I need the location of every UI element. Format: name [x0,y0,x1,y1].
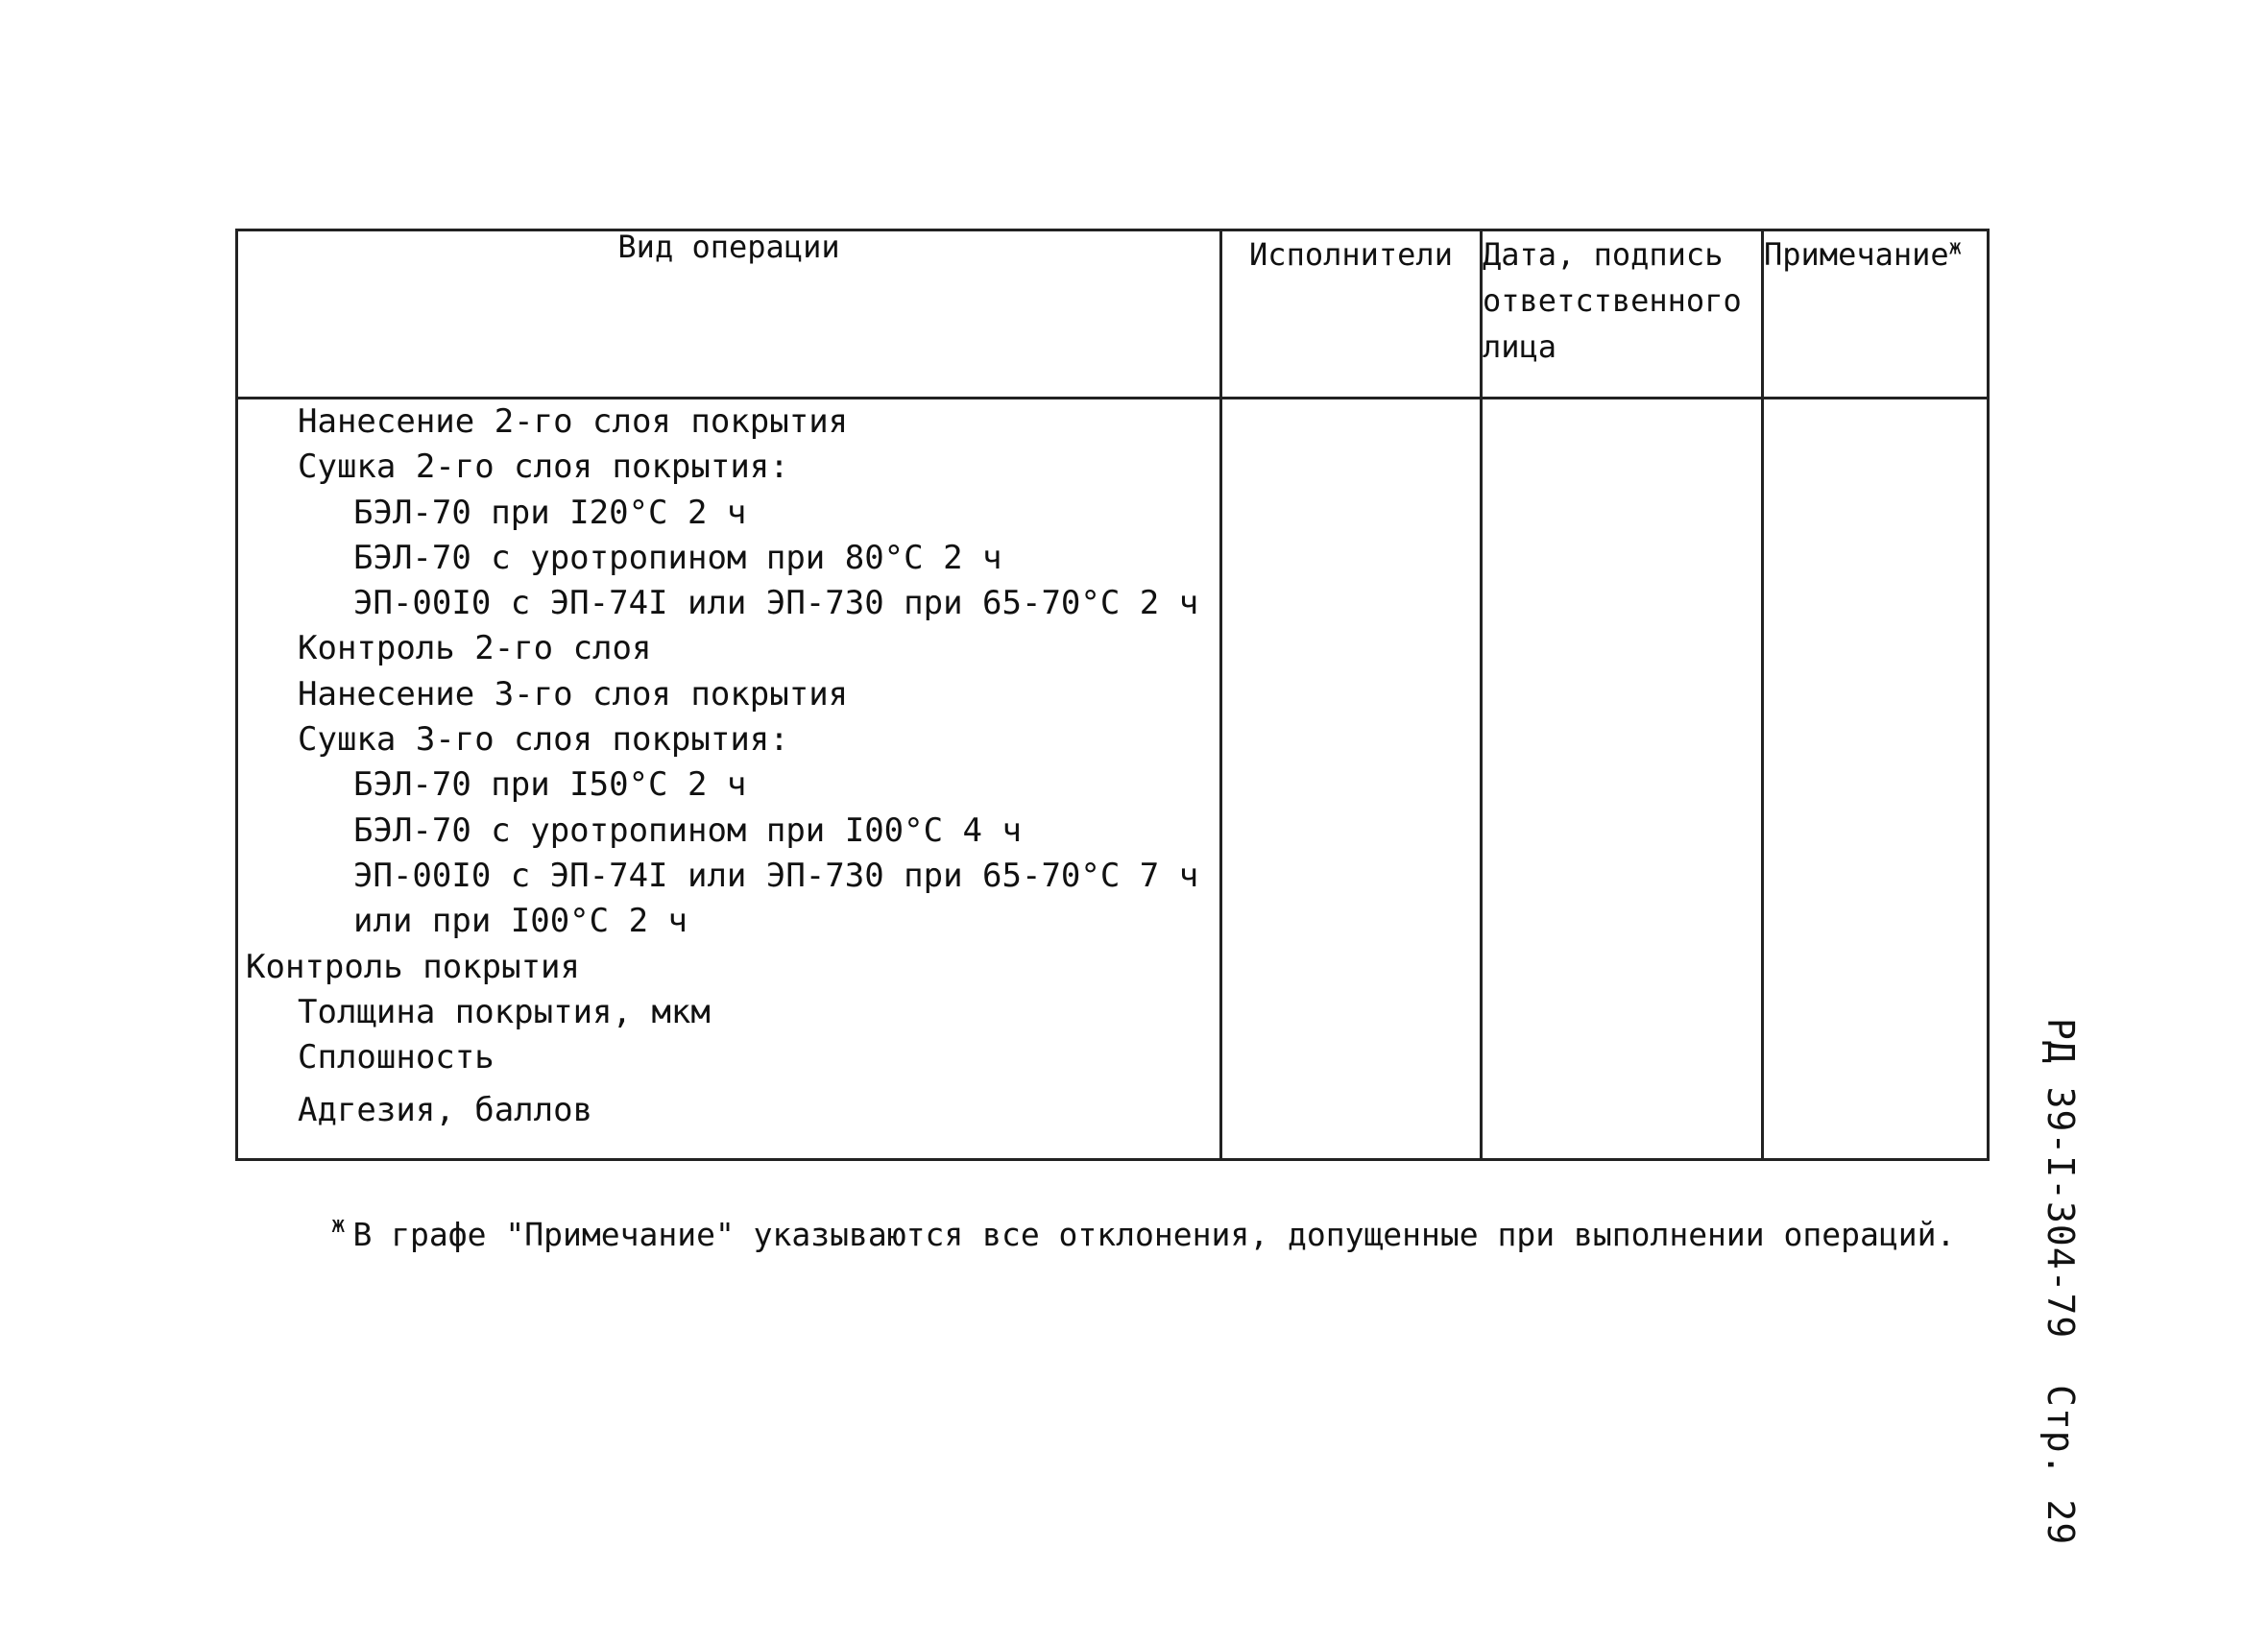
note-footnote-mark: ж [1948,235,1962,260]
operation-line: ЭП-00I0 с ЭП-74I или ЭП-730 при 65-70°С 2 ч [353,584,1199,623]
operation-line: ЭП-00I0 с ЭП-74I или ЭП-730 при 65-70°С 7 ч [353,856,1199,895]
operation-line: Нанесение 3-го слоя покрытия [298,674,849,714]
executors-header: Исполнители [1221,230,1482,399]
operations-table [235,229,1990,1161]
date-signature-header [1482,230,1763,399]
operation-line: или при I00°С 2 ч [353,902,688,941]
table-body-row [237,399,1989,1160]
footnote [331,1212,1955,1261]
operation-line: Сушка 2-го слоя покрытия: [298,448,789,487]
date-signature-cell [1482,399,1763,1160]
date-signature-header-line: Дата, подпись [1483,236,1724,273]
note-cell [1763,399,1989,1160]
operation-line: Контроль покрытия [246,947,580,986]
operation-line: Сплошность [298,1038,495,1077]
footnote-text: В графе "Примечание" указываются все отклонения, допущенные при выполнении операций. [352,1216,1956,1253]
date-signature-header-line: лица [1483,328,1557,365]
operation-line: Адгезия, баллов [298,1091,593,1130]
operation-line: БЭЛ-70 с уротропином при I00°С 4 ч [353,810,1022,850]
operation-header: Вид операции [237,230,1221,399]
executors-cell [1221,399,1482,1160]
footnote-mark: ж [331,1211,346,1238]
operation-line: БЭЛ-70 с уротропином при 80°С 2 ч [353,538,1002,577]
operations-cell [237,399,1221,1160]
operation-line: Контроль 2-го слоя [298,629,652,668]
operation-line: Толщина покрытия, мкм [298,992,711,1031]
table-header-row [237,230,1989,399]
date-signature-header-line: ответственного [1483,282,1742,319]
operation-line: Сушка 3-го слоя покрытия: [298,720,789,760]
note-header: Примечание$^ж$ [1763,230,1989,399]
operation-line: БЭЛ-70 при I20°С 2 ч [353,493,747,532]
operation-line: БЭЛ-70 при I50°С 2 ч [353,765,747,805]
document-code-page-number: РД 39-I-304-79 Стр. 29 [2039,1018,2082,1546]
operation-line: Нанесение 2-го слоя покрытия [298,402,849,441]
